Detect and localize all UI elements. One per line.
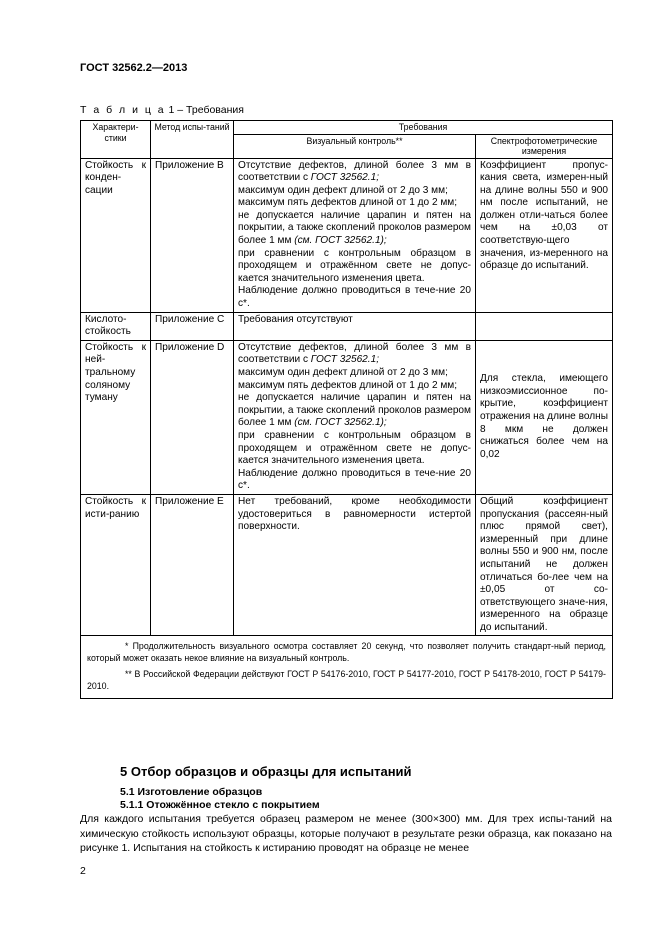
row-visual: Отсутствие дефектов, длиной более 3 мм в соответствии с ГОСТ 32562.1; максимум один дефект длиной от 2 до 3 мм; максимум пять дефектов длиной от 1 до 2 мм; не допускается наличие царапин и пятен на покрытии, а также скоплений проколов размером более 1 мм (см. ГОСТ 32562.1); при сравнении с контрольным образцом в проходящем и отражённом свете не допус-кается значительного изменения цвета. Наблюдение должно проводиться в тече-ние 20 с*. [234,158,476,312]
table-row [81,158,613,312]
footnotes-row [81,636,613,699]
footnotes [81,636,613,699]
section-title: 5 Отбор образцов и образцы для испытаний [120,764,412,779]
subsection-title: 5.1 Изготовление образцов [120,786,263,798]
document-header: ГОСТ 32562.2—2013 [80,62,188,74]
row-spectro [476,312,613,340]
requirements-table [80,120,613,699]
table-caption [80,104,244,116]
footnote-2: ** В Российской Федерации действуют ГОСТ Р 54176-2010, ГОСТ Р 54177-2010, ГОСТ Р 54178-2010, ГОСТ Р 54179-2010. [87,669,606,692]
table-row [81,312,613,340]
footnote-1: * Продолжительность визуального осмотра составляет 20 секунд, что позволяет получить стандарт-ный период, который может оказать некое влияние на визуальный контроль. [87,641,606,664]
body-paragraph: Для каждого испытания требуется образец размером не менее (300×300) мм. Для трех испы-таний на химическую стойкость используют образцы, которые получают в результате резки образца, как показано на рисунке 1. Испытания на стойкость к истиранию проводят на образце не менее [80,813,612,855]
header-visual: Визуальный контроль** [234,134,476,158]
row-spectro: Коэффициент пропус-кания света, измерен-ный на длине волны 550 и 900 нм после испытаний, не должен отли-чаться более чем на ±0,03 от соответствую-щего значения, из-меренного на образце до испытаний. [476,158,613,312]
row-spectro: Общий коэффициент пропускания (рассеян-ный плюс прямой свет), измеренный при длине волны 550 и 900 нм, после испытаний не должен отличаться бо-лее чем на ±0,05 от со-ответствующего значе-ния, измеренного на образце до испытаний. [476,494,613,636]
page-number: 2 [80,865,86,877]
header-characteristics: Характери-стики [81,121,151,159]
row-visual: Требования отсутствуют [234,312,476,340]
table-row [81,340,613,494]
header-spectro: Спектрофотометрические измерения [476,134,613,158]
table-row [81,494,613,636]
row-characteristic: Стойкость к конден-сации [81,158,151,312]
row-method: Приложение C [151,312,234,340]
table-caption-label: Т а б л и ц а [80,104,166,116]
row-method: Приложение B [151,158,234,312]
row-characteristic: Стойкость к ней-тральному соляному туману [81,340,151,494]
row-method: Приложение D [151,340,234,494]
header-method: Метод испы-таний [151,121,234,159]
row-visual: Отсутствие дефектов, длиной более 3 мм в соответствии с ГОСТ 32562.1; максимум один дефект длиной от 2 до 3 мм; максимум пять дефектов длиной от 1 до 2 мм; не допускается наличие царапин и пятен на покрытии, а также скоплений проколов размером более 1 мм (см. ГОСТ 32562.1); при сравнении с контрольным образцом в проходящем и отражённом свете не допус-кается значительного изменения цвета. Наблюдение должно проводиться в тече-ние 20 с*. [234,340,476,494]
header-requirements: Требования [234,121,613,135]
row-characteristic: Стойкость к исти-ранию [81,494,151,636]
row-method: Приложение E [151,494,234,636]
row-characteristic: Кислото-стойкость [81,312,151,340]
subsubsection-title: 5.1.1 Отожжённое стекло с покрытием [120,799,320,811]
table-caption-title: 1 – Требования [165,104,244,116]
row-visual: Нет требований, кроме необходимости удостовериться в равномерности истертой поверхности. [234,494,476,636]
row-spectro: Для стекла, имеющего низкоэмиссионное по-крытие, коэффициент отражения на длине волны 8 мкм не должен снижаться более чем на 0,02 [476,340,613,494]
